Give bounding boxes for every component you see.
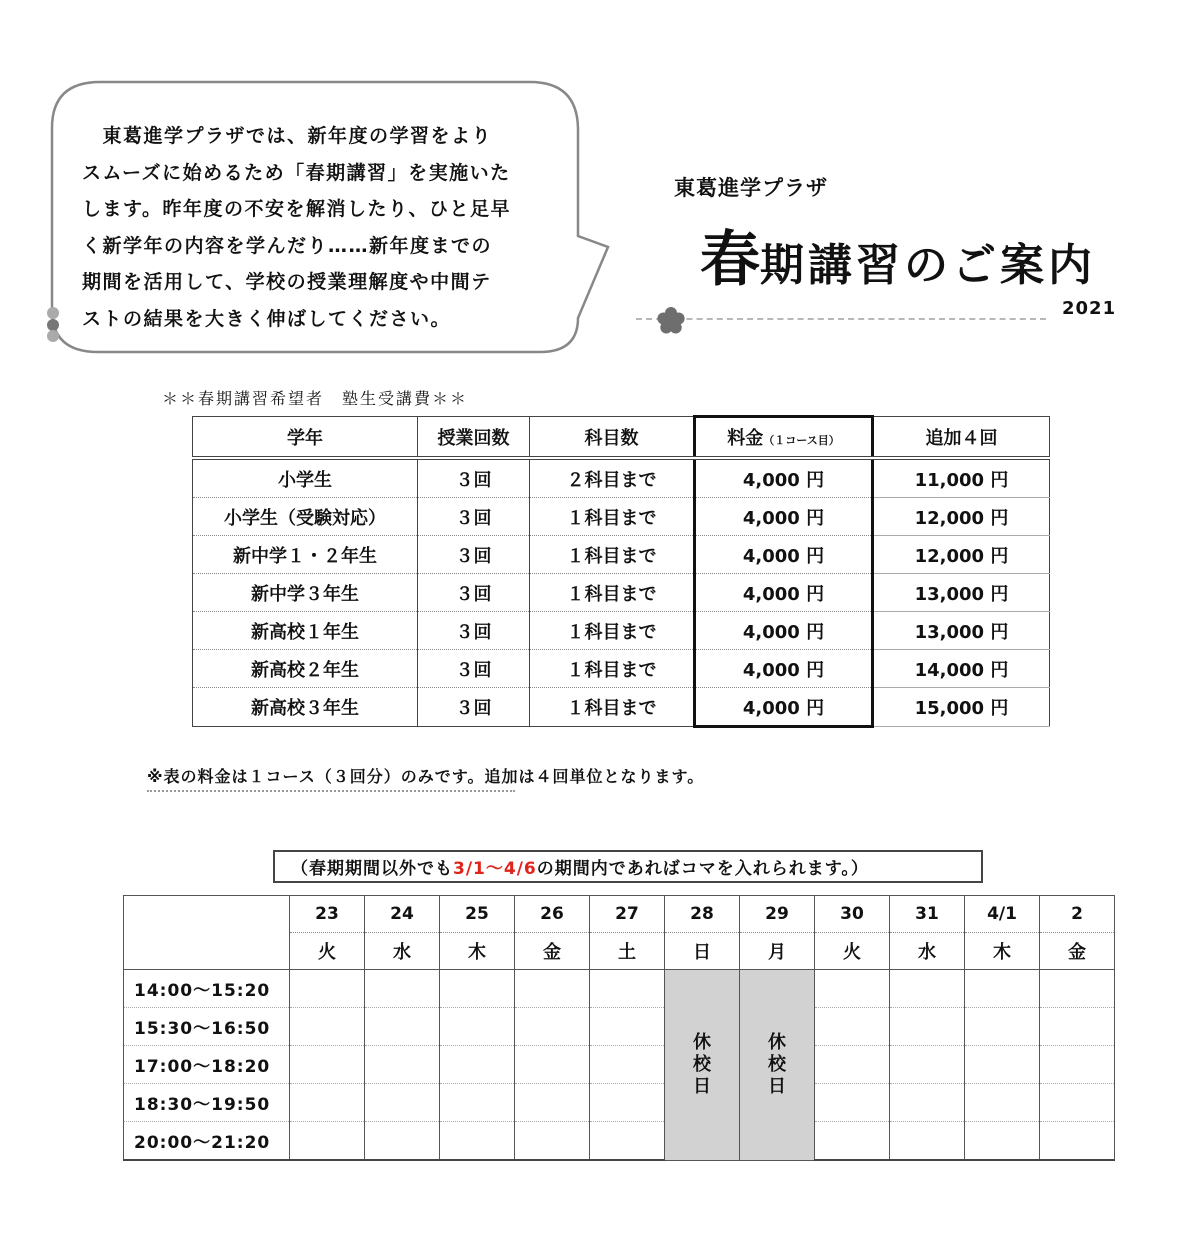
lessons-cell: ３回 xyxy=(418,574,530,612)
schedule-slot[interactable] xyxy=(890,970,965,1008)
schedule-slot[interactable] xyxy=(365,1084,440,1122)
schedule-slot[interactable] xyxy=(290,1122,365,1161)
subjects-cell: １科目まで xyxy=(530,612,695,650)
schedule-slot[interactable] xyxy=(290,1046,365,1084)
period-range: 3/1～4/6 xyxy=(453,859,537,879)
time-slot-row xyxy=(124,1122,1115,1161)
schedule-slot[interactable] xyxy=(290,1084,365,1122)
schedule-slot[interactable] xyxy=(365,1008,440,1046)
period-suffix: の期間内であればコマを入れられます。） xyxy=(536,859,869,879)
col-header-fee xyxy=(695,417,873,459)
closed-label: 休校日 xyxy=(693,1031,711,1097)
schedule-slot[interactable] xyxy=(515,1122,590,1161)
fees-row xyxy=(193,574,1050,612)
schedule-slot[interactable] xyxy=(590,1046,665,1084)
additional-fee-cell: 14,000 円 xyxy=(873,650,1050,688)
closed-day-cell xyxy=(665,970,740,1161)
closed-day-cell xyxy=(740,970,815,1161)
subjects-cell: ２科目まで xyxy=(530,458,695,498)
time-slot-label: 18:30～19:50 xyxy=(124,1084,290,1122)
schedule-slot[interactable] xyxy=(815,1008,890,1046)
time-slot-row xyxy=(124,1046,1115,1084)
schedule-slot[interactable] xyxy=(590,1084,665,1122)
schedule-slot[interactable] xyxy=(890,1008,965,1046)
fees-row xyxy=(193,498,1050,536)
schedule-slot[interactable] xyxy=(965,1008,1040,1046)
weekday-header: 土 xyxy=(590,933,665,970)
date-header: 24 xyxy=(365,896,440,933)
fee-cell: 4,000 円 xyxy=(695,498,873,536)
title-rest: 期講習のご案内 xyxy=(760,240,1096,291)
fees-header-row xyxy=(193,417,1050,459)
time-slot-label: 20:00～21:20 xyxy=(124,1122,290,1161)
lessons-cell: ３回 xyxy=(418,688,530,727)
schedule-slot[interactable] xyxy=(890,1046,965,1084)
fees-row xyxy=(193,536,1050,574)
subjects-cell: １科目まで xyxy=(530,650,695,688)
schedule-slot[interactable] xyxy=(290,970,365,1008)
schedule-slot[interactable] xyxy=(815,1084,890,1122)
intro-line: します。昨年度の不安を解消したり、ひと足早 xyxy=(82,198,511,220)
col-header-lessons: 授業回数 xyxy=(418,417,530,459)
page-title xyxy=(700,212,1096,298)
corner-cell xyxy=(124,896,290,970)
fee-cell: 4,000 円 xyxy=(695,688,873,727)
schedule-slot[interactable] xyxy=(290,1008,365,1046)
additional-fee-cell: 13,000 円 xyxy=(873,612,1050,650)
schedule-slot[interactable] xyxy=(965,970,1040,1008)
schedule-slot[interactable] xyxy=(440,1008,515,1046)
schedule-slot[interactable] xyxy=(590,970,665,1008)
additional-fee-cell: 11,000 円 xyxy=(873,458,1050,498)
fees-row xyxy=(193,612,1050,650)
date-header: 30 xyxy=(815,896,890,933)
time-slot-row xyxy=(124,1008,1115,1046)
subjects-cell: １科目まで xyxy=(530,498,695,536)
fee-label: 料金 xyxy=(727,428,764,449)
intro-line: ストの結果を大きく伸ばしてください。 xyxy=(82,307,452,330)
schedule-slot[interactable] xyxy=(1040,1046,1115,1084)
weekday-header: 水 xyxy=(365,933,440,970)
intro-text xyxy=(82,118,562,337)
organization-name: 東葛進学プラザ xyxy=(674,176,828,200)
grade-cell: 新高校３年生 xyxy=(193,688,418,727)
weekday-header: 火 xyxy=(290,933,365,970)
grade-cell: 小学生（受験対応） xyxy=(193,498,418,536)
additional-fee-cell: 13,000 円 xyxy=(873,574,1050,612)
grade-cell: 新中学１・２年生 xyxy=(193,536,418,574)
schedule-slot[interactable] xyxy=(515,1084,590,1122)
col-header-grade: 学年 xyxy=(193,417,418,459)
fee-note: （１コース目） xyxy=(763,434,840,447)
fees-table xyxy=(192,415,1050,728)
wavy-underline xyxy=(147,787,515,792)
date-header: 25 xyxy=(440,896,515,933)
dot-icon xyxy=(47,319,59,331)
subjects-cell: １科目まで xyxy=(530,688,695,727)
lessons-cell: ３回 xyxy=(418,650,530,688)
fees-row xyxy=(193,458,1050,498)
grade-cell: 新中学３年生 xyxy=(193,574,418,612)
date-header: 28 xyxy=(665,896,740,933)
date-row xyxy=(124,896,1115,933)
col-header-additional: 追加４回 xyxy=(873,417,1050,459)
time-slot-row xyxy=(124,970,1115,1008)
fee-cell: 4,000 円 xyxy=(695,574,873,612)
schedule-slot[interactable] xyxy=(815,1046,890,1084)
col-header-subjects: 科目数 xyxy=(530,417,695,459)
dashed-divider xyxy=(636,318,1046,320)
schedule-slot[interactable] xyxy=(1040,970,1115,1008)
schedule-slot[interactable] xyxy=(590,1008,665,1046)
schedule-slot[interactable] xyxy=(440,970,515,1008)
intro-line: 東葛進学プラザでは、新年度の学習をより xyxy=(82,125,493,147)
fee-cell: 4,000 円 xyxy=(695,536,873,574)
weekday-header: 金 xyxy=(1040,933,1115,970)
intro-line: スムーズに始めるため「春期講習」を実施いた xyxy=(82,161,511,184)
time-slot-label: 17:00～18:20 xyxy=(124,1046,290,1084)
schedule-slot[interactable] xyxy=(890,1084,965,1122)
schedule-slot[interactable] xyxy=(515,1046,590,1084)
fees-note: ※表の料金は１コース（３回分）のみです。追加は４回単位となります。 xyxy=(147,767,705,786)
time-slot-row xyxy=(124,1084,1115,1122)
schedule-slot[interactable] xyxy=(440,1046,515,1084)
weekday-header: 火 xyxy=(815,933,890,970)
lessons-cell: ３回 xyxy=(418,536,530,574)
schedule-slot[interactable] xyxy=(965,1046,1040,1084)
period-prefix: （春期期間以外でも xyxy=(291,859,453,879)
fee-cell: 4,000 円 xyxy=(695,458,873,498)
schedule-slot[interactable] xyxy=(1040,1084,1115,1122)
schedule-slot[interactable] xyxy=(815,1122,890,1161)
schedule-slot[interactable] xyxy=(440,1084,515,1122)
time-slot-label: 15:30～16:50 xyxy=(124,1008,290,1046)
time-slot-label: 14:00～15:20 xyxy=(124,970,290,1008)
fee-cell: 4,000 円 xyxy=(695,650,873,688)
schedule-slot[interactable] xyxy=(590,1122,665,1161)
intro-line: 期間を活用して、学校の授業理解度や中間テ xyxy=(82,271,492,293)
additional-fee-cell: 12,000 円 xyxy=(873,498,1050,536)
fees-row xyxy=(193,688,1050,727)
schedule-table xyxy=(123,895,1115,1161)
date-header: 4/1 xyxy=(965,896,1040,933)
weekday-header: 金 xyxy=(515,933,590,970)
additional-fee-cell: 15,000 円 xyxy=(873,688,1050,727)
date-header: 27 xyxy=(590,896,665,933)
schedule-slot[interactable] xyxy=(440,1122,515,1161)
schedule-slot[interactable] xyxy=(965,1084,1040,1122)
additional-fee-cell: 12,000 円 xyxy=(873,536,1050,574)
flower-icon xyxy=(656,306,686,336)
dot-icon xyxy=(47,307,59,319)
subjects-cell: １科目まで xyxy=(530,574,695,612)
date-header: 2 xyxy=(1040,896,1115,933)
grade-cell: 新高校１年生 xyxy=(193,612,418,650)
fee-cell: 4,000 円 xyxy=(695,612,873,650)
weekday-header: 木 xyxy=(965,933,1040,970)
date-header: 23 xyxy=(290,896,365,933)
lessons-cell: ３回 xyxy=(418,612,530,650)
grade-cell: 新高校２年生 xyxy=(193,650,418,688)
date-header: 31 xyxy=(890,896,965,933)
period-notice xyxy=(273,850,983,883)
fees-caption: ＊＊春期講習希望者 塾生受講費＊＊ xyxy=(162,389,469,408)
weekday-header: 月 xyxy=(740,933,815,970)
fees-row xyxy=(193,650,1050,688)
year-label: 2021 xyxy=(1062,298,1117,319)
title-first-char: 春 xyxy=(700,225,760,295)
subjects-cell: １科目まで xyxy=(530,536,695,574)
schedule-slot[interactable] xyxy=(365,1122,440,1161)
schedule-slot[interactable] xyxy=(1040,1122,1115,1161)
schedule-slot[interactable] xyxy=(1040,1008,1115,1046)
schedule-slot[interactable] xyxy=(965,1122,1040,1161)
schedule-slot[interactable] xyxy=(890,1122,965,1161)
weekday-header: 日 xyxy=(665,933,740,970)
schedule-slot[interactable] xyxy=(815,970,890,1008)
schedule-slot[interactable] xyxy=(365,970,440,1008)
lessons-cell: ３回 xyxy=(418,458,530,498)
weekday-header: 水 xyxy=(890,933,965,970)
grade-cell: 小学生 xyxy=(193,458,418,498)
schedule-slot[interactable] xyxy=(515,970,590,1008)
weekday-header: 木 xyxy=(440,933,515,970)
closed-label: 休校日 xyxy=(768,1031,786,1097)
dot-icon xyxy=(47,330,59,342)
schedule-slot[interactable] xyxy=(365,1046,440,1084)
date-header: 26 xyxy=(515,896,590,933)
schedule-slot[interactable] xyxy=(515,1008,590,1046)
lessons-cell: ３回 xyxy=(418,498,530,536)
date-header: 29 xyxy=(740,896,815,933)
intro-line: く新学年の内容を学んだり……新年度までの xyxy=(82,234,493,257)
